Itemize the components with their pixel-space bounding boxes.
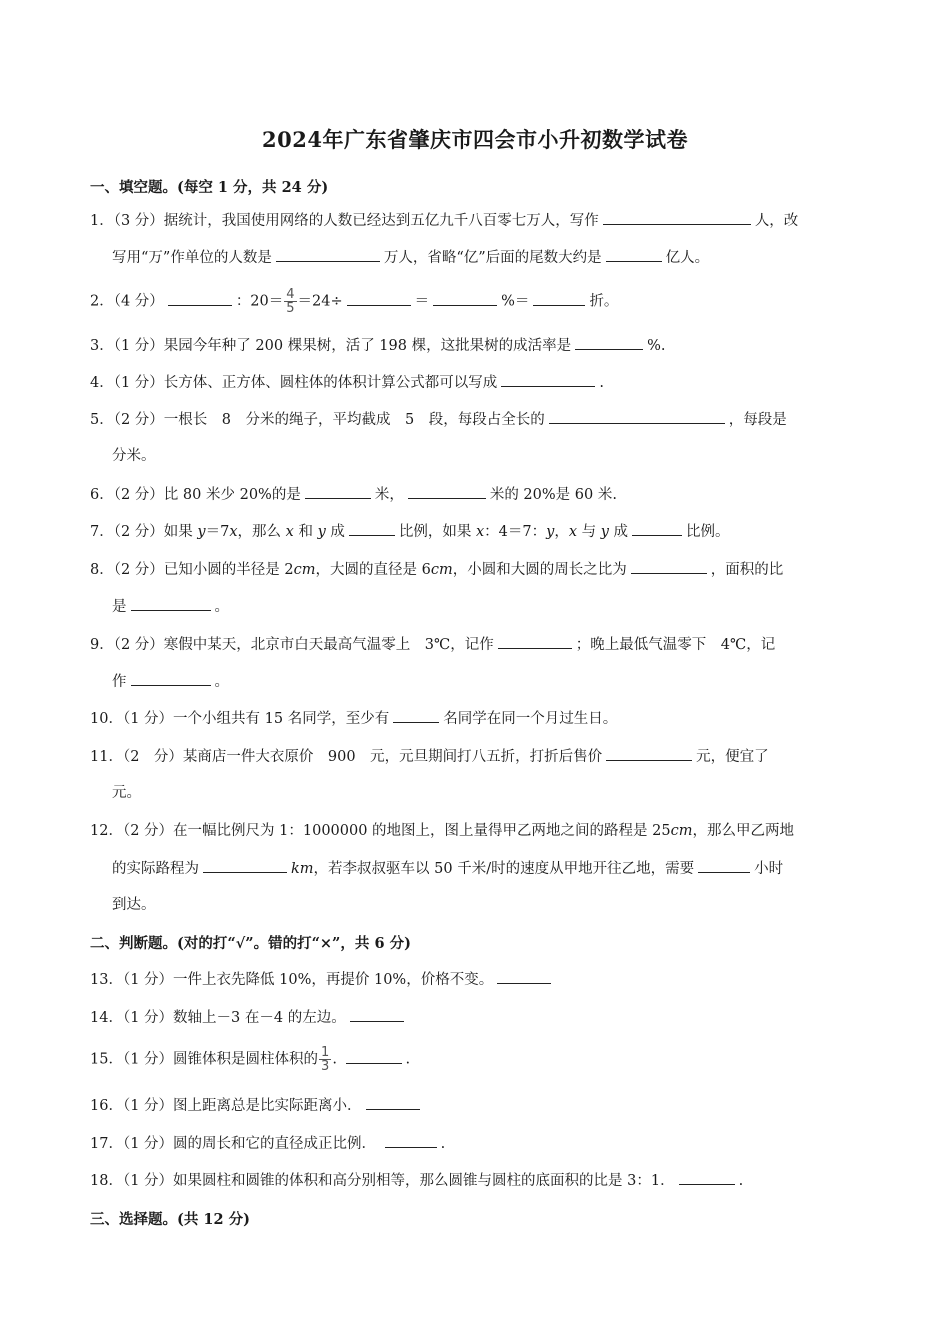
answer-blank[interactable] — [631, 559, 707, 574]
answer-blank[interactable] — [603, 210, 751, 225]
question-11-cont: 元。 — [112, 785, 141, 801]
question-12-cont2: 到达。 — [112, 897, 156, 913]
answer-blank[interactable] — [549, 409, 725, 424]
question-8-cont: 是 。 — [112, 596, 229, 617]
question-6: 6．（2 分）比 80 米少 20%的是 米， 米的 20%是 60 米. — [90, 484, 617, 505]
answer-blank[interactable] — [131, 596, 211, 611]
answer-blank[interactable] — [698, 858, 750, 873]
question-11: 11．（2 分）某商店一件大衣原价 900 元，元旦期间打八五折，打折后售价 元，便宜了 — [90, 746, 769, 767]
answer-blank[interactable] — [276, 247, 380, 262]
section-fill-blank: 一、填空题。(每空 1 分，共 24 分) — [90, 179, 329, 196]
answer-blank[interactable] — [498, 634, 572, 649]
question-18: 18．（1 分）如果圆柱和圆锥的体积和高分别相等，那么圆锥与圆柱的底面积的比是 3：1． . — [90, 1170, 743, 1191]
question-17: 17．（1 分）圆的周长和它的直径成正比例． . — [90, 1133, 445, 1154]
fraction: $\frac{4}{5}$ — [286, 287, 295, 316]
question-7: 7．（2 分）如果 y＝7x，那么 x 和 y 成 比例，如果 x：4＝7：y，x 与 y 成 比例。 — [90, 521, 730, 542]
answer-blank[interactable] — [131, 671, 211, 686]
answer-blank[interactable] — [408, 484, 486, 499]
answer-blank[interactable] — [679, 1170, 735, 1185]
question-9-cont: 作 。 — [112, 671, 229, 692]
question-5: 5．（2 分）一根长 8 分米的绳子，平均截成 5 段，每段占全长的 ，每段是 — [90, 409, 787, 430]
answer-blank[interactable] — [385, 1133, 437, 1148]
answer-blank[interactable] — [632, 521, 682, 536]
answer-blank[interactable] — [305, 484, 371, 499]
answer-blank[interactable] — [433, 291, 497, 306]
section-choice: 三、选择题。(共 12 分) — [90, 1211, 250, 1228]
answer-blank[interactable] — [168, 291, 232, 306]
question-12: 12．（2 分）在一幅比例尺为 1：1000000 的地图上，图上量得甲乙两地之间的路程是 25cm，那么甲乙两地 — [90, 823, 794, 839]
answer-blank[interactable] — [346, 1049, 402, 1064]
fraction: $\frac{1}{3}$ — [321, 1045, 330, 1074]
question-12-cont: 的实际路程为 km，若李叔叔驱车以 50 千米/时的速度从甲地开往乙地，需要 小时 — [112, 858, 783, 879]
question-8: 8．（2 分）已知小圆的半径是 2cm，大圆的直径是 6cm，小圆和大圆的周长之比为 ，面积的比 — [90, 559, 783, 580]
answer-blank[interactable] — [393, 708, 439, 723]
answer-blank[interactable] — [606, 247, 662, 262]
answer-blank[interactable] — [575, 335, 643, 350]
answer-blank[interactable] — [366, 1095, 420, 1110]
question-1: 1．（3 分）据统计，我国使用网络的人数已经达到五亿九千八百零七万人，写作 人，改 — [90, 210, 798, 231]
question-4: 4．（1 分）长方体、正方体、圆柱体的体积计算公式都可以写成 . — [90, 372, 604, 393]
answer-blank[interactable] — [497, 969, 551, 984]
answer-blank[interactable] — [203, 858, 287, 873]
question-13: 13．（1 分）一件上衣先降低 10%，再提价 10%，价格不变。 — [90, 969, 555, 990]
section-judgment: 二、判断题。(对的打“√”。错的打“×”，共 6 分) — [90, 935, 411, 952]
answer-blank[interactable] — [533, 291, 585, 306]
answer-blank[interactable] — [350, 1007, 404, 1022]
question-9: 9．（2 分）寒假中某天，北京市白天最高气温零上 3℃，记作 ；晚上最低气温零下 4℃，记 — [90, 634, 775, 655]
question-5-cont: 分米。 — [112, 448, 156, 464]
question-10: 10．（1 分）一个小组共有 15 名同学，至少有 名同学在同一个月过生日。 — [90, 708, 617, 729]
question-15: 15．（1 分）圆锥体积是圆柱体积的 $\frac{1}{3}$ . . — [90, 1045, 411, 1074]
question-3: 3．（1 分）果园今年种了 200 棵果树，活了 198 棵，这批果树的成活率是 %. — [90, 335, 666, 356]
answer-blank[interactable] — [347, 291, 411, 306]
question-14: 14．（1 分）数轴上－3 在－4 的左边。 — [90, 1007, 408, 1028]
question-2: 2．（4 分） ：20＝ $\frac{4}{5}$ ＝24÷ ＝ %＝ 折。 — [90, 287, 619, 316]
answer-blank[interactable] — [349, 521, 395, 536]
page-title: 2024年广东省肇庆市四会市小升初数学试卷 — [262, 127, 688, 152]
answer-blank[interactable] — [501, 372, 595, 387]
question-16: 16．（1 分）图上距离总是比实际距离小． — [90, 1095, 424, 1116]
question-1-cont: 写用“万”作单位的人数是 万人，省略“亿”后面的尾数大约是 亿人。 — [112, 247, 709, 268]
answer-blank[interactable] — [606, 746, 692, 761]
